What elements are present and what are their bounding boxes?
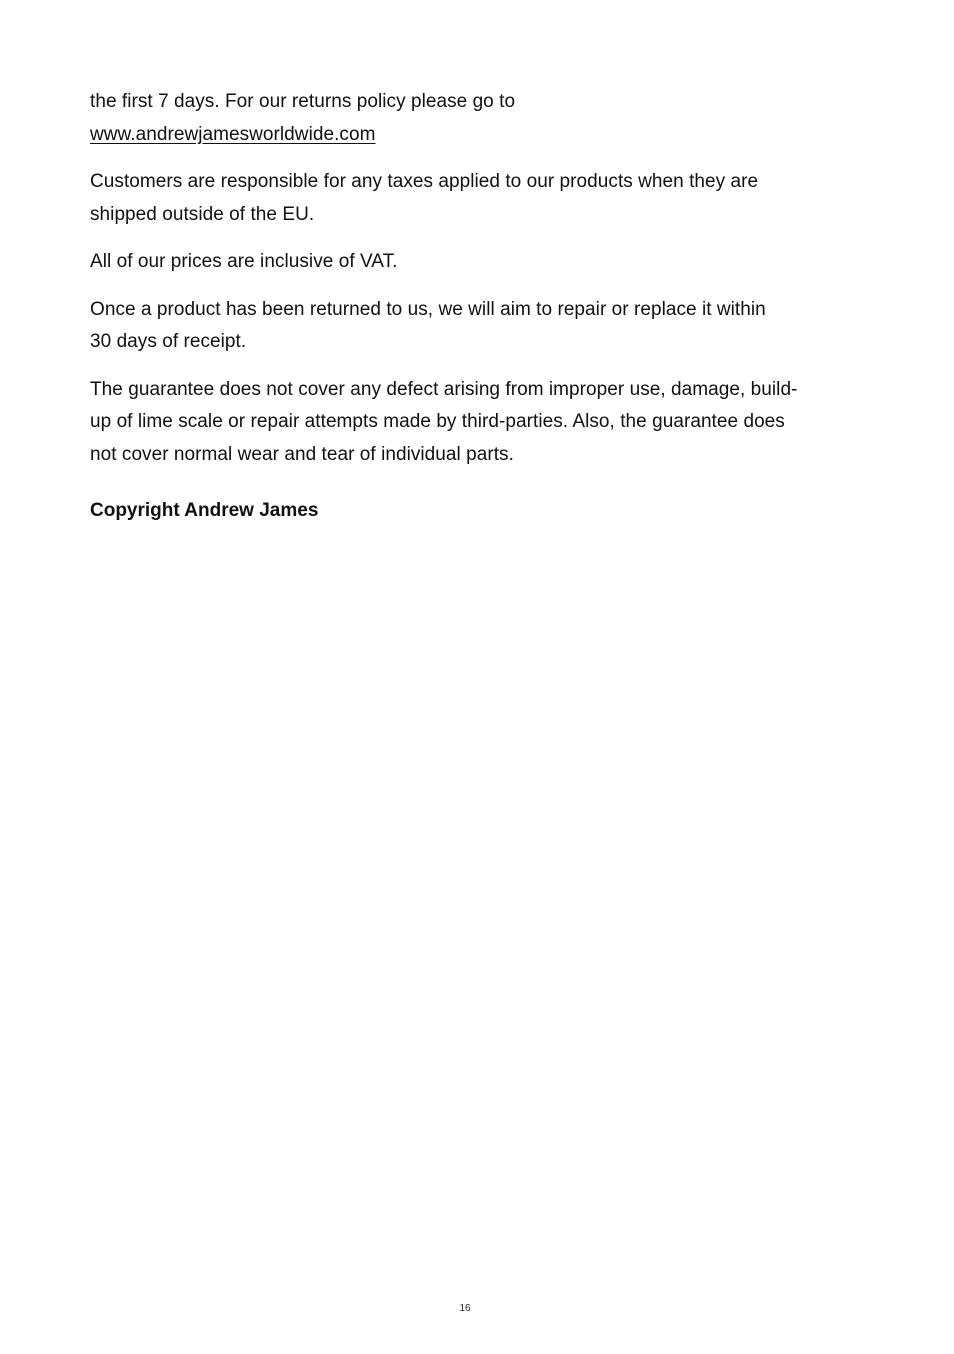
returns-policy-paragraph (90, 86, 880, 151)
copyright-heading: Copyright Andrew James (90, 500, 319, 521)
guarantee-coverage-paragraph (90, 374, 880, 472)
vat-line-1: All of our prices are inclusive of VAT. (90, 251, 398, 272)
repair-paragraph (90, 294, 880, 359)
page-content (90, 86, 880, 527)
taxes-paragraph (90, 166, 880, 231)
coverage-line-2: up of lime scale or repair attempts made by third-parties. Also, the guarantee does (90, 411, 785, 432)
returns-policy-link[interactable]: www.andrewjamesworldwide.com (90, 123, 376, 145)
coverage-line-1: The guarantee does not cover any defect arising from improper use, damage, build- (90, 378, 798, 400)
taxes-line-2: shipped outside of the EU. (90, 203, 315, 225)
repair-line-1: Once a product has been returned to us, we will aim to repair or replace it within (90, 298, 766, 320)
repair-line-2: 30 days of receipt. (90, 331, 247, 352)
vat-paragraph (90, 246, 880, 279)
coverage-line-3: not cover normal wear and tear of individual parts. (90, 443, 514, 465)
returns-policy-line2 (90, 119, 880, 152)
taxes-line-1: Customers are responsible for any taxes applied to our products when they are (90, 171, 759, 192)
returns-policy-text: the first 7 days. For our returns policy please go to (90, 91, 516, 112)
page-number: 16 (459, 1303, 471, 1314)
